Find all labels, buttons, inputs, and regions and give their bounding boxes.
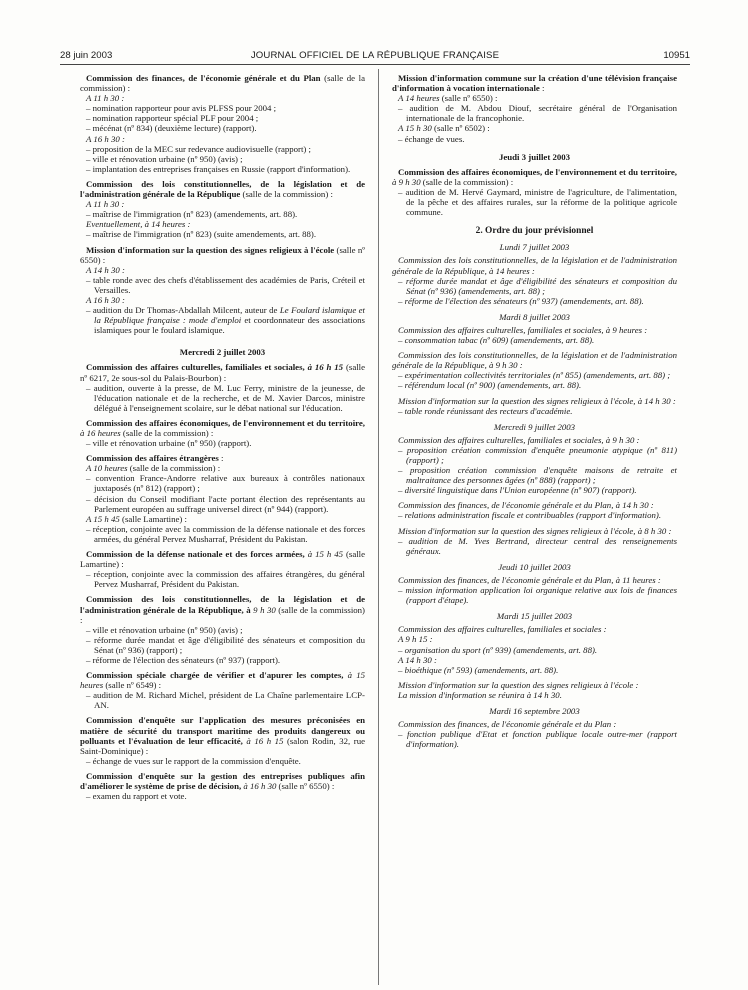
entry-title: Commission des finances, de l'économie générale et du Plan : — [398, 719, 617, 730]
agenda-item: – audition de M. Richard Michel, président de La Chaîne parlementaire LCP-AN. — [86, 690, 365, 711]
agenda-item: – proposition création commission d'enquête maisons de retraite et maltraitance des personnes âgées (nº 888) (rapport) ; — [398, 465, 677, 486]
time-line: A 14 h 30 : — [398, 654, 437, 665]
entry-enquete-maritime — [80, 715, 365, 765]
agenda-item: – réception, conjointe avec la commission de la défense nationale et des forces armées, du général Pervez Musharraf, Président du Pakistan. — [86, 523, 365, 544]
entry-affaires-culturelles — [80, 362, 365, 412]
agenda-item: – mission information application loi organique relative aux lois de finances (rapport d'étape). — [398, 585, 677, 606]
column-divider — [378, 69, 379, 985]
time-line: A 11 h 30 : — [86, 93, 125, 104]
agenda-item: – échange de vues. — [398, 133, 465, 144]
agenda-item: – réception, conjointe avec la commission des affaires étrangères, du général Pervez Musharraf, Président du Pakistan. — [86, 569, 365, 590]
agenda-item: – bioéthique (nº 593) (amendements, art. 88). — [398, 664, 559, 675]
page-header — [60, 50, 690, 65]
agenda-item: – proposition création commission d'enquête pneumonie atypique (nº 811) (rapport) ; — [398, 444, 677, 465]
entry-title: Commission des finances, de l'économie générale et du Plan (salle de la commission) : — [80, 73, 365, 94]
entry-title: Commission d'enquête sur l'application des mesures préconisées en matière de sécurité du transport maritime des produits dangereux ou polluants et l'évaluation de leur efficacité, à 16 h 15 (salon Rodin, 32, rue Saint-Dominique) : — [80, 715, 365, 756]
agenda-item: – audition de M. Yves Bertrand, directeur central des renseignements généraux. — [398, 535, 677, 556]
entry-title: Commission des lois constitutionnelles, de la législation et de l'administration générale de la République (salle de la commission) : — [80, 178, 365, 200]
agenda-item: – nomination rapporteur spécial PLF pour 2004 ; — [86, 113, 259, 124]
entry-title: Commission spéciale chargée de vérifier et d'apurer les comptes, à 15 heures (salle nº 6549) : — [80, 670, 366, 691]
day-heading: Mardi 16 septembre 2003 — [489, 705, 580, 716]
entry-forecast — [392, 680, 677, 700]
time-line: A 15 h 30 (salle nº 6502) : — [398, 123, 490, 134]
entry-title: Commission des finances, de l'économie générale et du Plan, à 11 heures : — [398, 574, 661, 585]
day-heading: Lundi 7 juillet 2003 — [499, 242, 570, 253]
entry-title: Mission d'information sur la question des signes religieux à l'école : — [398, 679, 639, 690]
header-date: 28 juin 2003 — [60, 50, 113, 61]
agenda-item: – relations administration fiscale et contribuables (rapport d'information). — [398, 510, 662, 521]
right-column — [392, 73, 677, 754]
agenda-item: – mécénat (nº 834) (deuxième lecture) (rapport). — [86, 123, 257, 134]
entry-title: Mission d'information sur la question des signes religieux à l'école (salle nº 6550) : — [80, 244, 365, 265]
agenda-item: – maîtrise de l'immigration (nº 823) (amendements, art. 88). — [86, 209, 298, 220]
agenda-item: – audition de M. Hervé Gaymard, ministre de l'agriculture, de l'alimentation, de la pêche et des affaires rurales, sur la réforme de la politique agricole commune. — [398, 186, 677, 218]
agenda-item: – référendum local (nº 900) (amendements, art. 88). — [398, 380, 582, 391]
entry-title: Commission de la défense nationale et des forces armées, à 15 h 45 (salle Lamartine) : — [80, 549, 366, 570]
time-line: A 14 heures (salle nº 6550) : — [398, 93, 498, 104]
entry-signes-religieux — [80, 245, 365, 336]
entry-title: Mission d'information commune sur la création d'une télévision française d'information à vocation internationale : — [392, 73, 677, 94]
time-line: A 15 h 45 (salle Lamartine) : — [86, 513, 187, 524]
agenda-item: – implantation des entreprises françaises en Russie (rapport d'information). — [86, 163, 351, 174]
entry-title: Commission des affaires culturelles, familiales et sociales : — [398, 624, 607, 635]
entry-title: Commission des lois constitutionnelles, de la législation et de l'administration générale de la République, à 14 heures : — [392, 255, 677, 276]
agenda-item: La mission d'information se réunira à 14 h 30. — [398, 689, 562, 700]
day-heading: Jeudi 3 juillet 2003 — [498, 151, 571, 162]
time-line: Eventuellement, à 14 heures : — [86, 219, 191, 230]
agenda-item: – proposition de la MEC sur redevance audiovisuelle (rapport) ; — [86, 143, 311, 154]
agenda-item: – organisation du sport (nº 939) (amendements, art. 88). — [398, 644, 598, 655]
agenda-item: – réforme durée mandat et âge d'éligibilité des sénateurs et composition du Sénat (nº 936) (amendements, art. 88) ; — [398, 275, 677, 296]
entry-affaires-etrangeres — [80, 453, 365, 544]
day-heading: Jeudi 10 juillet 2003 — [498, 561, 571, 572]
entry-forecast — [392, 255, 677, 305]
entry-title: Commission des lois constitutionnelles, de la législation et de l'administration générale de la République, à 9 h 30 : — [392, 350, 677, 371]
agenda-item: – décision du Conseil modifiant l'acte portant élection des représentants au Parlement européen au suffrage universel direct (nº 944) (rapport). — [86, 493, 365, 514]
agenda-item: – maîtrise de l'immigration (nº 823) (suite amendements, art. 88). — [86, 229, 317, 240]
agenda-item: – réforme de l'élection des sénateurs (nº 937) (rapport). — [86, 654, 281, 665]
agenda-item: – consommation tabac (nº 609) (amendements, art. 88). — [398, 335, 595, 346]
agenda-item: – table ronde avec des chefs d'établissement des académies de Paris, Créteil et Versailles. — [86, 274, 365, 295]
entry-title: Commission des finances, de l'économie générale et du Plan, à 14 h 30 : — [398, 500, 654, 511]
entry-enquete-entreprises — [80, 771, 365, 801]
time-line: A 11 h 30 : — [86, 199, 125, 210]
time-line: A 16 h 30 : — [86, 133, 125, 144]
entry-title: Commission des affaires économiques, de l'environnement et du territoire, à 9 h 30 (salle de la commission) : — [392, 166, 677, 187]
entry-forecast — [392, 500, 677, 520]
entry-title: Mission d'information sur la question des signes religieux à l'école, à 14 h 30 : — [398, 395, 676, 406]
entry-title: Commission des affaires culturelles, familiales et sociales, à 16 h 15 (salle nº 6217, 2e sous-sol du Palais-Bourbon) : — [80, 362, 366, 383]
entry-forecast — [392, 396, 677, 416]
entry-lois — [80, 179, 365, 240]
agenda-item: – réforme durée mandat et âge d'éligibilité des sénateurs et composition du Sénat (nº 936) (rapport) ; — [86, 634, 365, 655]
journal-title: JOURNAL OFFICIEL DE LA RÉPUBLIQUE FRANÇAISE — [250, 50, 500, 61]
entry-lois-2 — [80, 594, 365, 665]
entry-title: Commission des lois constitutionnelles, de la législation et de l'administration générale de la République, à 9 h 30 (salle de la commission) : — [80, 594, 365, 625]
entry-defense — [80, 549, 365, 589]
entry-forecast — [392, 325, 677, 345]
agenda-item: – convention France-Andorre relative aux bureaux à contrôles nationaux juxtaposés (nº 812) (rapport) ; — [86, 473, 365, 494]
agenda-item: – nomination rapporteur pour avis PLFSS pour 2004 ; — [86, 103, 277, 114]
day-heading: Mercredi 2 juillet 2003 — [179, 347, 266, 358]
entry-affaires-economiques-2 — [392, 167, 677, 217]
agenda-item: – ville et rénovation urbaine (nº 950) (rapport). — [86, 438, 252, 449]
agenda-item: – réforme de l'élection des sénateurs (nº 937) (amendements, art. 88). — [398, 295, 644, 306]
entry-title: Commission des affaires étrangères : — [86, 453, 224, 464]
entry-affaires-economiques — [80, 418, 365, 448]
entry-forecast — [392, 350, 677, 390]
entry-finances — [80, 73, 365, 174]
day-heading: Mardi 15 juillet 2003 — [496, 611, 573, 622]
agenda-item: – audition de M. Abdou Diouf, secrétaire général de l'Organisation internationale de la francophonie. — [398, 103, 677, 124]
agenda-item: – table ronde réunissant des recteurs d'académie. — [398, 405, 573, 416]
agenda-item: – audition, ouverte à la presse, de M. Luc Ferry, ministre de la jeunesse, de l'éducation nationale et de la recherche, et de M. Xavier Darcos, ministre délégué à l'enseignement scolaire, sur le débat national sur l'éducation. — [86, 382, 365, 413]
time-line: A 9 h 15 : — [398, 634, 433, 645]
agenda-item: – expérimentation collectivités territoriales (nº 855) (amendements, art. 88) ; — [398, 370, 671, 381]
entry-forecast — [392, 719, 677, 749]
left-column — [80, 73, 365, 806]
entry-title: Commission des affaires culturelles, familiales et sociales, à 9 h 30 : — [398, 434, 640, 445]
day-heading: Mardi 8 juillet 2003 — [499, 311, 570, 322]
time-line: A 16 h 30 : — [86, 294, 125, 305]
entry-commission-speciale — [80, 670, 365, 710]
agenda-item: – ville et rénovation urbaine (nº 950) (avis) ; — [86, 624, 243, 635]
entry-title: Commission des affaires économiques, de l'environnement et du territoire, à 16 heures (salle de la commission) : — [80, 417, 365, 438]
day-heading: Mercredi 9 juillet 2003 — [493, 421, 576, 432]
agenda-item: – audition du Dr Thomas-Abdallah Milcent, auteur de Le Foulard islamique et la République française : mode d'emploi et coordonnateur des associations islamiques pour le foulard islamique. — [86, 305, 365, 336]
entry-forecast — [392, 575, 677, 605]
agenda-item: – fonction publique d'Etat et fonction publique locale outre-mer (rapport d'information). — [398, 729, 677, 750]
page-number: 10951 — [663, 50, 690, 61]
section-title: 2. Ordre du jour prévisionnel — [475, 226, 594, 237]
entry-title: Commission d'enquête sur la gestion des entreprises publiques afin d'améliorer le système de prise de décision, à 16 h 30 (salle nº 6550) : — [80, 770, 365, 791]
entry-forecast — [392, 624, 677, 674]
entry-mission-television — [392, 73, 677, 144]
entry-forecast — [392, 526, 677, 556]
time-line: A 10 heures (salle de la commission) : — [86, 463, 221, 474]
agenda-item: – ville et rénovation urbaine (nº 950) (avis) ; — [86, 153, 243, 164]
entry-title: Mission d'information sur la question des signes religieux à l'école, à 8 h 30 : — [398, 525, 672, 536]
agenda-item: – examen du rapport et vote. — [86, 791, 187, 802]
entry-title: Commission des affaires culturelles, familiales et sociales, à 9 heures : — [398, 324, 648, 335]
time-line: A 14 h 30 : — [86, 264, 125, 275]
entry-forecast — [392, 435, 677, 496]
agenda-item: – échange de vues sur le rapport de la commission d'enquête. — [86, 755, 301, 766]
agenda-item: – diversité linguistique dans l'Union européenne (nº 907) (rapport). — [398, 485, 637, 496]
